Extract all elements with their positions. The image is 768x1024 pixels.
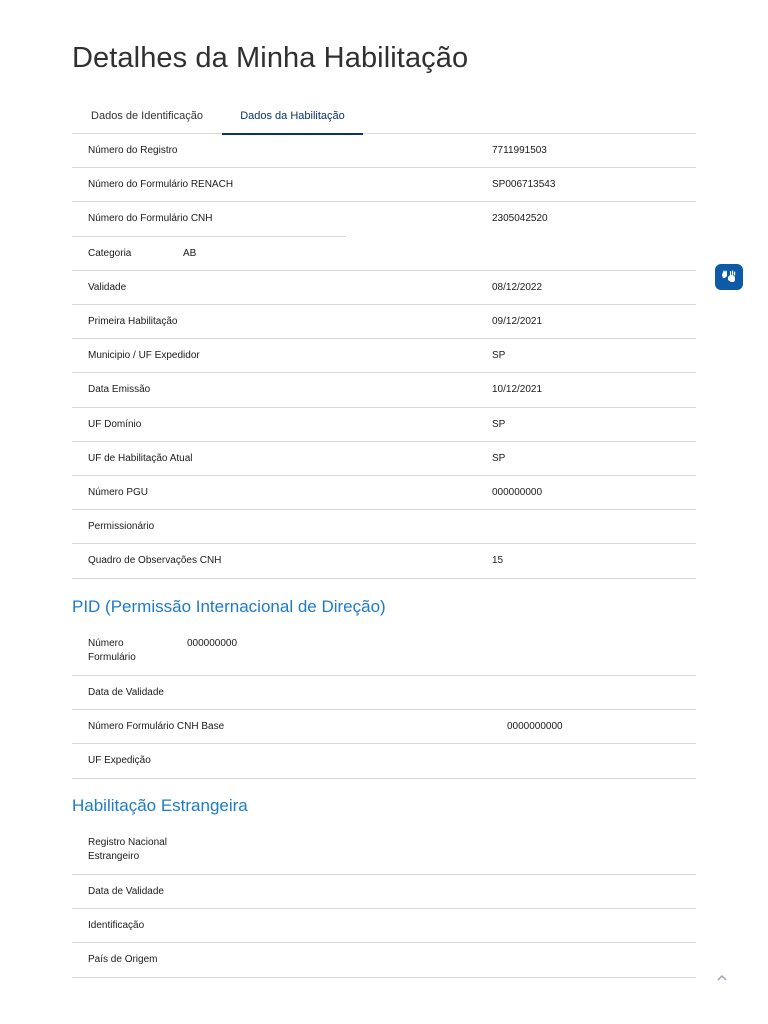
table-row-quadro-observacoes [72,544,696,579]
table-row-categoria [72,237,696,271]
row-label: País de Origem [88,954,158,965]
vlibras-button[interactable] [715,264,743,290]
vlibras-hands-icon [720,269,738,285]
row-value: 0000000000 [507,721,563,732]
row-label: Número do Formulário RENACH [88,179,234,190]
row-value: 7711991503 [492,145,547,156]
row-value: 09/12/2021 [492,316,543,327]
row-label: Categoria [88,248,132,259]
row-value: 000000000 [187,638,238,649]
chevron-up-icon [714,970,730,986]
table-row-numero-formulario [72,624,696,676]
tab-dados-identificacao[interactable]: Dados de Identificação [91,110,203,122]
row-value: SP006713543 [492,179,556,190]
row-label: Data Emissão [88,384,151,395]
row-label: Número do Registro [88,145,178,156]
row-label-line1: Registro Nacional [88,837,167,848]
row-label-line1: Número [88,638,124,649]
table-row-numero-pgu [72,476,696,510]
row-label: Validade [88,282,127,293]
row-value: 2305042520 [492,213,548,224]
table-row-uf-habilitacao-atual [72,442,696,476]
row-value: 15 [492,555,504,566]
row-label: Primeira Habilitação [88,316,178,327]
row-label: UF Domínio [88,419,142,430]
table-row-validade [72,271,696,305]
row-value: 10/12/2021 [492,384,543,395]
row-value: 08/12/2022 [492,282,543,293]
tab-dados-habilitacao[interactable] [222,100,363,134]
table-row-identificacao [72,909,696,943]
row-label: Número do Formulário CNH [88,213,213,224]
row-label-line2: Formulário [88,652,136,663]
tab-bar [72,100,696,134]
row-label: Quadro de Observações CNH [88,555,222,566]
table-row-data-validade [72,676,696,710]
row-value: 000000000 [492,487,543,498]
row-label: Data de Validade [88,886,164,897]
section-title-estrangeira: Habilitação Estrangeira [72,796,248,815]
table-row-pais-origem [72,943,696,978]
table-row-permissionario [72,510,696,544]
table-row-formulario-renach [72,168,696,202]
table-row-divider-short [72,202,346,237]
row-label: UF Expedição [88,755,151,766]
table-row-data-validade [72,875,696,909]
tab-dados-habilitacao-label: Dados da Habilitação [240,110,345,122]
row-value: AB [183,248,197,259]
row-label: Identificação [88,920,145,931]
row-label: Número Formulário CNH Base [88,721,225,732]
table-row-uf-dominio [72,408,696,442]
row-label: Data de Validade [88,687,164,698]
row-value: SP [492,350,506,361]
section-title-pid: PID (Permissão Internacional de Direção) [72,597,386,616]
table-row-registro-nacional [72,823,696,875]
row-label: Municipio / UF Expedidor [88,350,200,361]
row-value: SP [492,453,506,464]
row-label-line2: Estrangeiro [88,851,140,862]
table-row-primeira-habilitacao [72,305,696,339]
back-to-top-button[interactable] [714,970,730,986]
row-label: Número PGU [88,487,149,498]
row-value: SP [492,419,506,430]
row-label: UF de Habilitação Atual [88,453,193,464]
table-row-municipio-uf [72,339,696,373]
table-row-formulario-cnh-base [72,710,696,744]
table-row-numero-registro [72,134,696,168]
table-row-uf-expedicao [72,744,696,779]
row-label: Permissionário [88,521,155,532]
table-row-data-emissao [72,373,696,408]
page-title: Detalhes da Minha Habilitação [72,42,469,74]
